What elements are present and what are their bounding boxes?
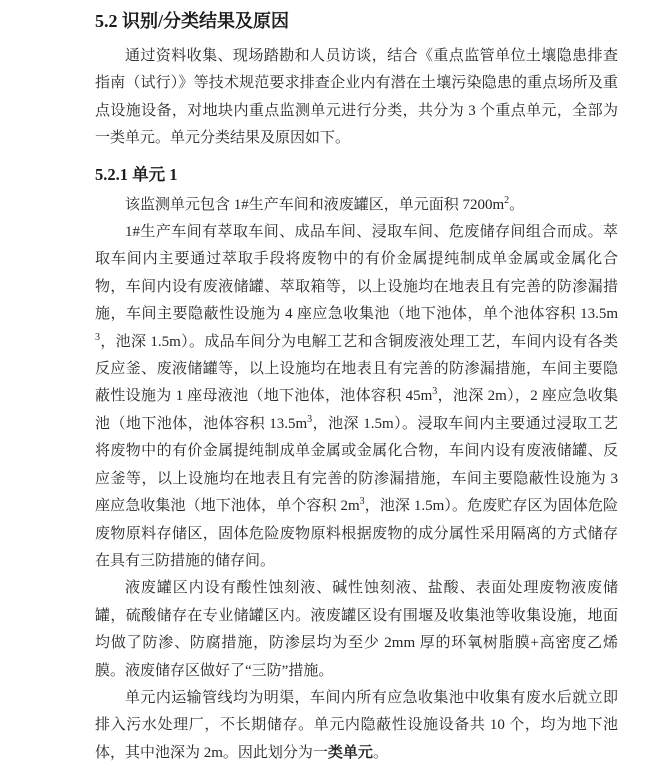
section-heading-5-2: 5.2 识别/分类结果及原因 [95, 11, 290, 31]
paragraph-workshop-detail: 1#生产车间有萃取车间、成品车间、浸取车间、危废储存间组合而成。萃取车间内主要通过萃取手段将废物中的有价金属提纯制成单金属或金属化合物，车间内设有废液储罐、萃取箱等，以上设施均在地表且有完善的防渗漏措施，车间主要隐蔽性设施为 4 座应急收集池（地下池体，单个池体容积 $13.5m^3$，池深 1.5m）。成品车间分为电解工艺和含铜废液处理工艺，车间内设有各类反应釜、废液储罐等，以上设施均在地表且有完善的防渗漏措施，车间主要隐蔽性设施为 1 座母液池（地下池体，池体容积 $45m^3$，池深 2m），2 座应急收集池（地下池体，池体容积 $13.5m^3$，池深 1.5m）。浸取车间内主要通过浸取工艺将废物中的有价金属提纯制成单金属或金属化合物，车间内设有废液储罐、反应釜等，以上设施均在地表且有完善的防渗漏措施，车间主要隐蔽性设施为 3 座应急收集池（地下池体，单个容积 $2m^3$，池深 1.5m）。危废贮存区为固体危险废物原料存储区，固体危险废物原料根据废物的成分属性采用隔离的方式储存在具有三防措施的储存间。 [95, 224, 619, 569]
section-heading-5-2-1: 5.2.1 单元 1 [95, 164, 178, 184]
paragraph-liquid-waste-tank: 液废罐区内设有酸性蚀刻液、碱性蚀刻液、盐酸、表面处理废物液废储罐，硫酸储存在专业储罐区内。液废罐区设有围堰及收集池等收集设施，地面均做了防渗、防腐措施，防渗层均为至少 2mm 厚的环氧树脂膜+高密度乙烯膜。液废储存区做好了“三防”措施。 [95, 580, 618, 679]
paragraph-intro: 通过资料收集、现场踏勘和人员访谈，结合《重点监管单位土壤隐患排查指南（试行）》等技术规范要求排查企业内有潜在土壤污染隐患的重点场所及重点设施设备，对地块内重点监测单元进行分类，共分为 3 个重点单元，全部为一类单元。单元分类结果及原因如下。 [95, 48, 618, 147]
paragraph-conclusion: 单元内运输管线均为明渠，车间内所有应急收集池中收集有废水后就立即排入污水处理厂，不长期储存。单元内隐蔽性设施设备共 10 个，均为地下池体，其中池深为 2m。因此划分为一类单元。 [95, 689, 618, 761]
paragraph-unit1-overview: 该监测单元包含 1#生产车间和液废罐区，单元面积 $7200m^2$。 [125, 194, 525, 213]
